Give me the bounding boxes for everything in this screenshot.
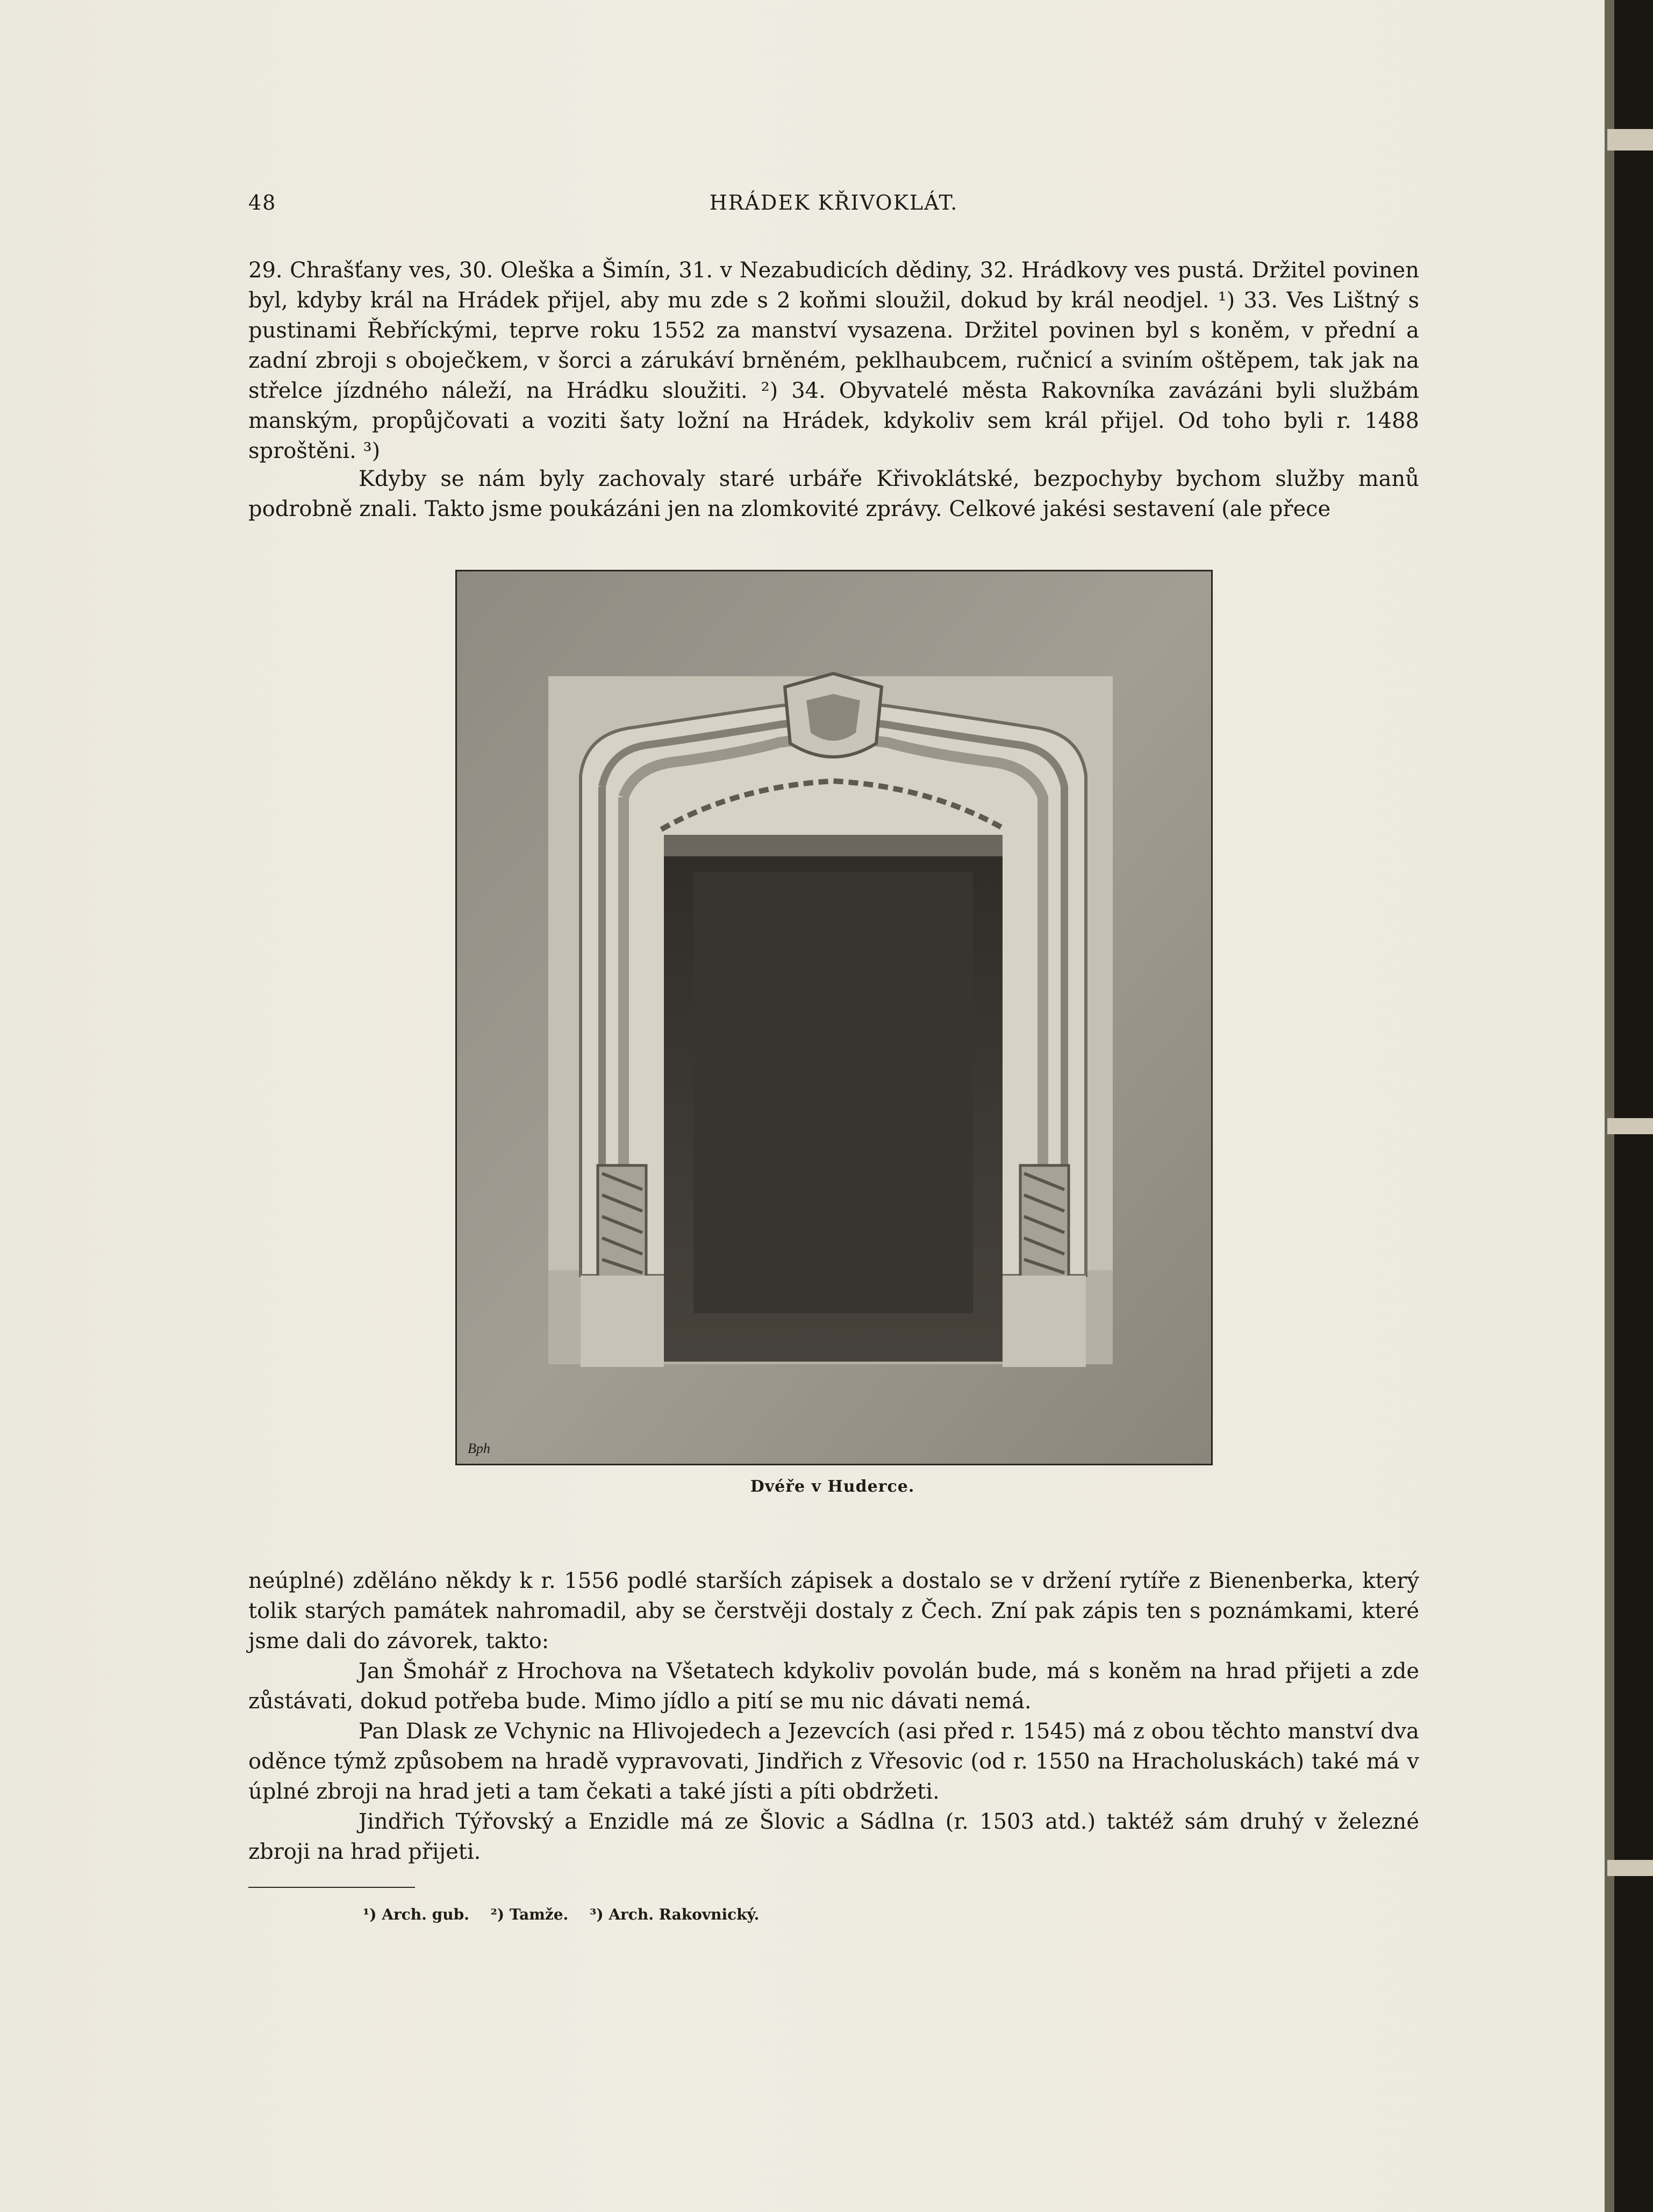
page-edge-tab [1607,1118,1653,1134]
paragraph-2: Kdyby se nám byly zachovaly staré urbáře Křivoklátské, bezpochyby bychom služby manů podrobně znali. Takto jsme poukázáni jen na zlomkovité zprávy. Celkové jakési sestavení (ale přece [248,467,1419,521]
footnote-3: ³) Arch. Rakovnický. [590,1906,760,1923]
footnotes [363,1906,775,1923]
paragraph-4: Jan Šmohář z Hrochova na Všetatech kdykoliv povolán bude, má s koněm na hrad přijeti a zde zůstávati, dokud potřeba bude. Mimo jídlo a pití se mu nic dávati nemá. [248,1659,1419,1714]
paragraph-5: Pan Dlask ze Vchynic na Hlivojedech a Jezevcích (asi před r. 1545) má z obou těchto manství dva oděnce týmž způsobem na hradě vypravovati, Jindřich z Vřesovic (od r. 1550 na Hracholuskách) také má v úplné zbroji na hrad jeti a tam čekati a také jísti a píti obdržeti. [248,1719,1419,1804]
footnote-2: ²) Tamže. [490,1906,569,1923]
twisted-column-left [598,1165,646,1278]
footnote-1: ¹) Arch. gub. [363,1906,469,1923]
footnote-rule [248,1887,415,1888]
running-title: HRÁDEK KŘIVOKLÁT. [709,191,958,214]
carved-coat-of-arms [785,674,882,757]
figure-door-illustration [455,570,1213,1465]
figure-caption: Dvéře v Huderce. [750,1477,915,1496]
page-header [248,191,1419,223]
artist-signature: Bph [468,1441,490,1456]
page-number: 48 [248,191,277,214]
paragraph-1: 29. Chrašťany ves, 30. Oleška a Šimín, 31. v Nezabudicích dědiny, 32. Hrádkovy ves pustá. Držitel povinen byl, kdyby král na Hrádek přijel, aby mu zde s 2 koňmi sloužil, dokud by král neodjel. ¹) 33. Ves Lištný s pustinami Řebříckými, teprve roku 1552 za manství vysazena. Držitel povinen byl s koněm, v přední a zadní zbroji s oboječkem, v šorci a zárukáví brněném, peklhaubcem, ručnicí a sviním oštěpem, tak jak na střelce jízdného náleží, na Hrádku sloužiti. ²) 34. Obyvatelé města Rakovníka zavázáni byli službám manským, propůjčovati a voziti šaty ložní na Hrádek, kdykoliv sem král přijel. Od toho byli r. 1488 sproštěni. ³) [248,258,1419,463]
door-engraving [457,571,1211,1464]
paragraph-6: Jindřich Týřovský a Enzidle má ze Šlovic a Sádlna (r. 1503 atd.) taktéž sám druhý v železné zbroji na hrad přijeti. [248,1809,1419,1864]
page-edge-tab [1607,1860,1653,1876]
paragraph-3: neúplné) zděláno někdy k r. 1556 podlé starších zápisek a dostalo se v držení rytíře z Bienenberka, který tolik starých památek nahromadil, aby se čerstvěji dostaly z Čech. Zní pak zápis ten s poznámkami, které jsme dali do závorek, takto: [248,1569,1419,1653]
book-binding-edge [1605,0,1653,2212]
page-edge-tab [1607,129,1653,151]
twisted-column-right [1020,1165,1069,1278]
